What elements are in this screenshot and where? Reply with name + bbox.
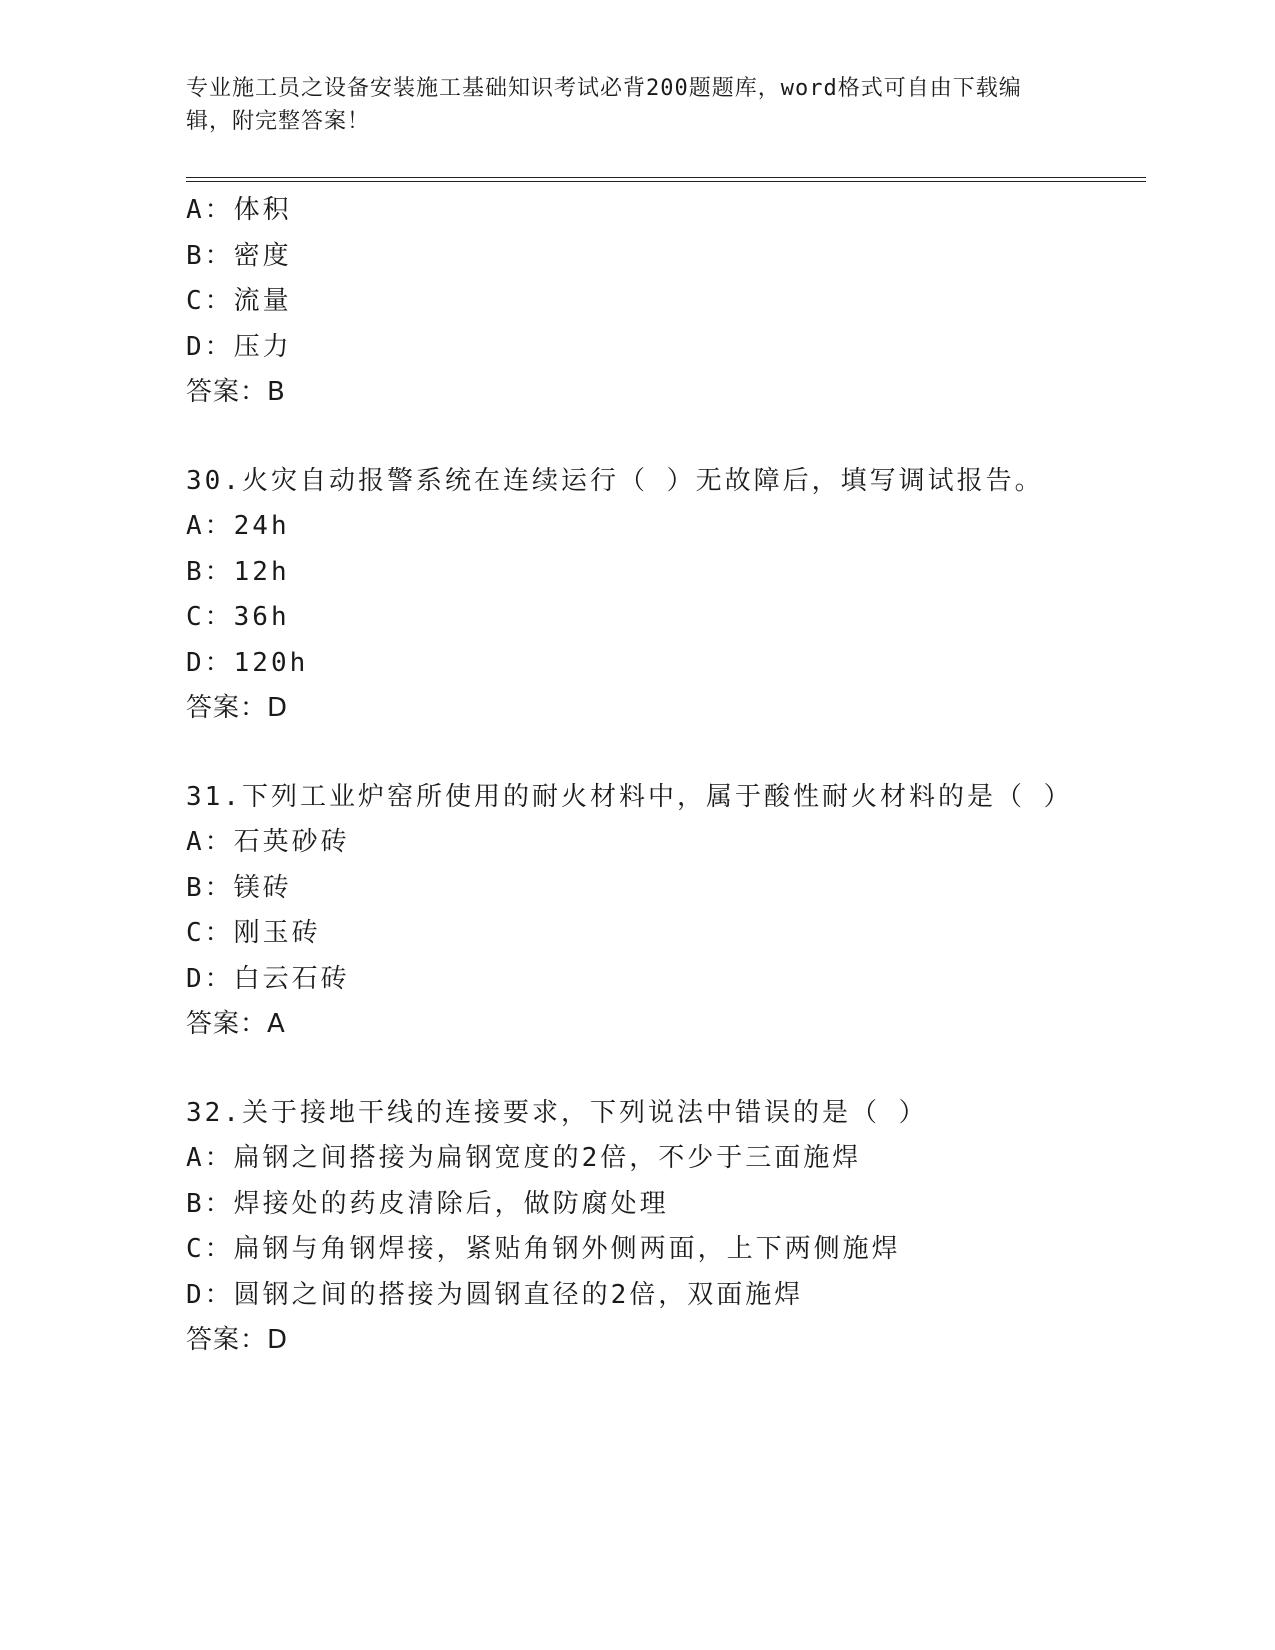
question-29-block [186, 188, 1146, 416]
question-32-block [186, 1091, 1146, 1364]
option-c: C：流量 [186, 286, 292, 316]
question-31-block [186, 775, 1146, 1048]
option-d: D：圆钢之间的搭接为圆钢直径的2倍，双面施焊 [186, 1279, 804, 1310]
question-30-block [186, 459, 1146, 732]
document-header: 专业施工员之设备安装施工基础知识考试必背200题题库，word格式可自由下载编辑，附完整答案！ [186, 76, 1022, 134]
header-divider-top [186, 177, 1146, 178]
answer: 答案：D [186, 693, 289, 723]
option-d: D：压力 [186, 331, 292, 362]
option-b: B：12h [186, 556, 290, 587]
option-a: A：石英砂砖 [186, 827, 350, 857]
option-c: C：扁钢与角钢焊接，紧贴角钢外侧两面，上下两侧施焊 [186, 1234, 901, 1264]
option-b: B：镁砖 [186, 872, 292, 903]
question-text: 30.火灾自动报警系统在连续运行（ ）无故障后，填写调试报告。 [186, 465, 1044, 496]
question-text: 32.关于接地干线的连接要求，下列说法中错误的是（ ） [186, 1097, 928, 1128]
header-divider-bottom [186, 181, 1146, 182]
option-a: A：24h [186, 511, 290, 541]
question-text: 31.下列工业炉窑所使用的耐火材料中，属于酸性耐火材料的是（ ） [186, 781, 1073, 812]
option-b: B：焊接处的药皮清除后，做防腐处理 [186, 1188, 669, 1219]
option-b: B：密度 [186, 240, 292, 271]
answer: 答案：D [186, 1325, 289, 1355]
option-c: C：36h [186, 602, 290, 632]
answer: 答案：A [186, 1009, 286, 1039]
option-c: C：刚玉砖 [186, 918, 321, 948]
option-a: A：扁钢之间搭接为扁钢宽度的2倍，不少于三面施焊 [186, 1143, 862, 1173]
option-a: A：体积 [186, 195, 292, 225]
option-d: D：白云石砖 [186, 963, 350, 994]
question-list [186, 188, 1146, 1364]
answer: 答案：B [186, 377, 286, 407]
option-d: D：120h [186, 647, 309, 678]
